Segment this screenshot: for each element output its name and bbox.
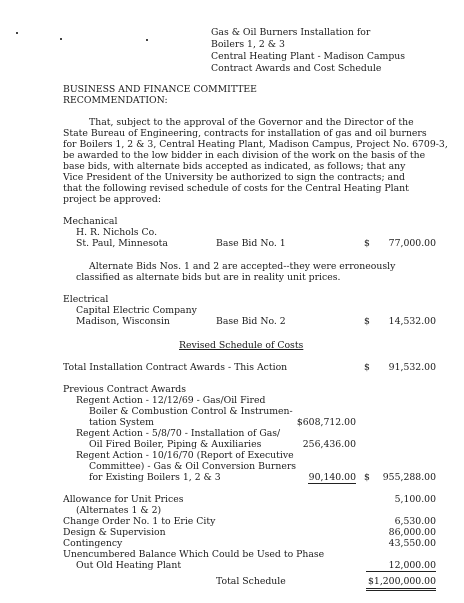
paragraph-line: That, subject to the approval of the Governor and the Director of the bbox=[89, 117, 414, 128]
previous-subtotal-currency: $ bbox=[364, 472, 370, 483]
action-1-amount: $608,712.00 bbox=[296, 417, 356, 428]
committee-heading: BUSINESS AND FINANCE COMMITTEE bbox=[63, 84, 257, 95]
electrical-amount: 14,532.00 bbox=[388, 316, 436, 327]
paragraph-line: be awarded to the low bidder in each division of the work on the basis of the bbox=[63, 150, 426, 161]
action-2-line-2: Oil Fired Boiler, Piping & Auxiliaries bbox=[89, 439, 262, 450]
cost-amount-phase-out: 12,000.00 bbox=[388, 560, 436, 571]
source-of-funds bbox=[63, 592, 89, 603]
cost-label-unencumbered: Unencumbered Balance Which Could be Used to Phase bbox=[63, 549, 325, 560]
mechanical-bid-label: Base Bid No. 1 bbox=[216, 238, 286, 249]
header-line-4: Contract Awards and Cost Schedule bbox=[211, 63, 382, 74]
scan-speck bbox=[146, 39, 148, 41]
cost-amount-change-order: 6,530.00 bbox=[394, 516, 436, 527]
paragraph-line: project be approved: bbox=[63, 194, 162, 205]
total-install-currency: $ bbox=[364, 362, 370, 373]
scan-speck bbox=[60, 38, 62, 40]
schedule-title: Revised Schedule of Costs bbox=[179, 340, 304, 351]
previous-heading: Previous Contract Awards bbox=[63, 384, 187, 395]
previous-subtotal: 955,288.00 bbox=[382, 472, 436, 483]
electrical-currency: $ bbox=[364, 316, 370, 327]
total-schedule-underline bbox=[366, 588, 436, 589]
phase-out-underline bbox=[366, 571, 436, 572]
cost-label-change-order: Change Order No. 1 to Erie City bbox=[63, 516, 216, 527]
total-schedule-label: Total Schedule bbox=[216, 576, 286, 587]
total-install-amount: 91,532.00 bbox=[388, 362, 436, 373]
action-1-line-3: tation System bbox=[89, 417, 154, 428]
cost-label-alternates: (Alternates 1 & 2) bbox=[76, 505, 162, 516]
paragraph-line: for Boilers 1, 2 & 3, Central Heating Plant, Madison Campus, Project No. 6709-3, bbox=[63, 139, 448, 150]
cost-label-contingency: Contingency bbox=[63, 538, 123, 549]
mechanical-company: H. R. Nichols Co. bbox=[76, 227, 158, 238]
paragraph-line: that the following revised schedule of costs for the Central Heating Plant bbox=[63, 183, 409, 194]
total-schedule-double-underline bbox=[366, 590, 436, 591]
header-line-2: Boilers 1, 2 & 3 bbox=[211, 39, 285, 50]
mechanical-currency: $ bbox=[364, 238, 370, 249]
electrical-heading: Electrical bbox=[63, 294, 109, 305]
action-3-line-3: for Existing Boilers 1, 2 & 3 bbox=[89, 472, 221, 483]
mechanical-amount: 77,000.00 bbox=[388, 238, 436, 249]
action-1-line-1: Regent Action - 12/12/69 - Gas/Oil Fired bbox=[76, 395, 266, 406]
action-1-line-2: Boiler & Combustion Control & Instrumen- bbox=[89, 406, 293, 417]
cost-amount-design: 86,000.00 bbox=[388, 527, 436, 538]
action-2-amount: 256,436.00 bbox=[302, 439, 356, 450]
electrical-company: Capital Electric Company bbox=[76, 305, 197, 316]
cost-amount-contingency: 43,550.00 bbox=[388, 538, 436, 549]
action-2-line-1: Regent Action - 5/8/70 - Installation of Gas/ bbox=[76, 428, 281, 439]
mechanical-note-1: Alternate Bids Nos. 1 and 2 are accepted--they were erroneously bbox=[89, 261, 396, 272]
electrical-city: Madison, Wisconsin bbox=[76, 316, 170, 327]
electrical-bid-label: Base Bid No. 2 bbox=[216, 316, 286, 327]
recommendation-label: RECOMMENDATION: bbox=[63, 95, 168, 106]
action-3-line-2: Committee) - Gas & Oil Conversion Burners bbox=[89, 461, 297, 472]
paragraph-line: State Bureau of Engineering, contracts for installation of gas and oil burners bbox=[63, 128, 427, 139]
header-line-3: Central Heating Plant - Madison Campus bbox=[211, 51, 406, 62]
header-line-1: Gas & Oil Burners Installation for bbox=[211, 27, 371, 38]
cost-label-design: Design & Supervision bbox=[63, 527, 166, 538]
total-schedule-amount: $1,200,000.00 bbox=[367, 576, 436, 587]
scan-speck bbox=[16, 32, 18, 34]
paragraph-line: base bids, with alternate bids accepted as indicated, as follows; that any bbox=[63, 161, 406, 172]
cost-label-phase-out: Out Old Heating Plant bbox=[76, 560, 182, 571]
mechanical-city: St. Paul, Minnesota bbox=[76, 238, 168, 249]
action-3-underline bbox=[308, 483, 356, 484]
total-install-label: Total Installation Contract Awards - This Action bbox=[63, 362, 288, 373]
cost-amount-unit-prices: 5,100.00 bbox=[394, 494, 436, 505]
mechanical-heading: Mechanical bbox=[63, 216, 118, 227]
paragraph-line: Vice President of the University be authorized to sign the contracts; and bbox=[63, 172, 406, 183]
action-3-amount: 90,140.00 bbox=[308, 472, 356, 483]
action-3-line-1: Regent Action - 10/16/70 (Report of Executive bbox=[76, 450, 294, 461]
mechanical-note-2: classified as alternate bids but are in reality unit prices. bbox=[76, 272, 341, 283]
cost-label-unit-prices: Allowance for Unit Prices bbox=[63, 494, 184, 505]
